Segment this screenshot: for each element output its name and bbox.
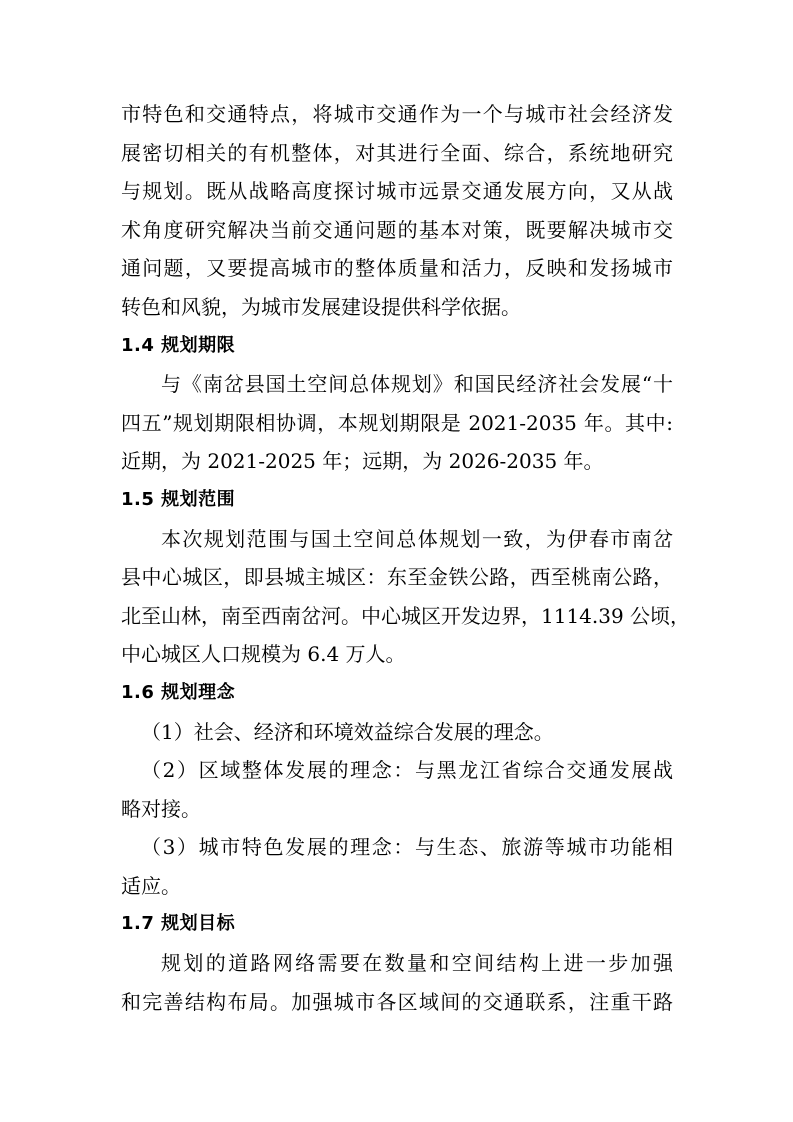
section-1-5-paragraph (121, 520, 691, 674)
concept-item-1 (121, 713, 673, 752)
text-line: 通问题，又要提高城市的整体质量和活力，反映和发扬城市 (121, 256, 673, 281)
text-line: 术角度研究解决当前交通问题的基本对策，既要解决城市交 (121, 217, 673, 242)
text-line: 本次规划范围与国土空间总体规划一致，为伊春市南岔 (161, 526, 673, 551)
text-line: （1）社会、经济和环境效益综合发展的理念。 (141, 719, 554, 744)
text-line: （2）区域整体发展的理念：与黑龙江省综合交通发展战 (141, 758, 673, 783)
text-line: 展密切相关的有机整体，对其进行全面、综合，系统地研究 (121, 140, 673, 165)
text-line: 规划的道路网络需要在数量和空间结构上进一步加强 (161, 951, 673, 976)
section-1-4-paragraph (121, 365, 673, 481)
text-line: 四五”规划期限相协调，本规划期限是 2021-2035 年。其中: (121, 410, 673, 435)
intro-paragraph (121, 95, 673, 327)
section-1-7-paragraph (121, 944, 673, 1021)
text-line: 县中心城区，即县城主城区：东至金铁公路，西至桃南公路， (121, 565, 673, 590)
text-line: 适应。 (121, 873, 181, 898)
text-line: 北至山林，南至西南岔河。中心城区开发边界，1114.39 公顷， (121, 603, 691, 628)
section-heading-1-7: 1.7 规划目标 (121, 913, 236, 935)
section-heading-1-6: 1.6 规划理念 (121, 681, 236, 703)
text-line: （3）城市特色发展的理念：与生态、旅游等城市功能相 (141, 835, 673, 860)
section-heading-1-4: 1.4 规划期限 (121, 334, 236, 356)
text-line: 与《南岔县国土空间总体规划》和国民经济社会发展“十 (161, 372, 673, 397)
section-heading-1-5: 1.5 规划范围 (121, 488, 236, 510)
text-line: 市特色和交通特点，将城市交通作为一个与城市社会经济发 (121, 102, 673, 126)
text-line: 中心城区人口规模为 6.4 万人。 (121, 642, 406, 667)
text-line: 转色和风貌，为城市发展建设提供科学依据。 (121, 294, 521, 319)
text-line: 与规划。既从战略高度探讨城市远景交通发展方向，又从战 (121, 179, 673, 204)
text-line: 近期，为 2021-2025 年；远期，为 2026-2035 年。 (121, 449, 604, 474)
text-line: 略对接。 (121, 796, 201, 821)
document-page (121, 95, 691, 1021)
concept-item-3 (121, 828, 673, 905)
concept-item-2 (121, 751, 673, 828)
text-line: 和完善结构布局。加强城市各区域间的交通联系，注重干路 (121, 989, 673, 1014)
